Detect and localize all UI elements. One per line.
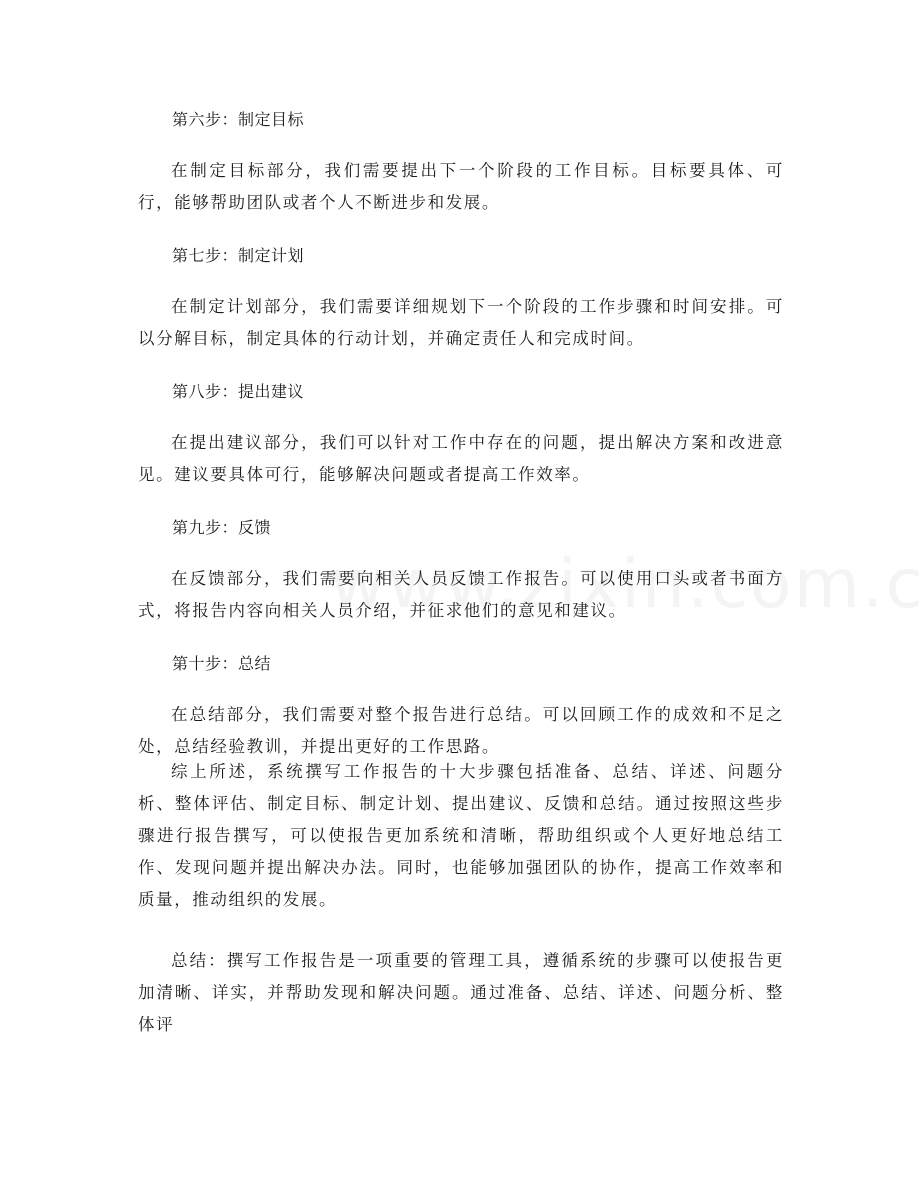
conclusion-paragraph: 总结：撰写工作报告是一项重要的管理工具，遵循系统的步骤可以使报告更加清晰、详实，并帮助发现和解决问题。通过准备、总结、详述、问题分析、整体评 — [138, 951, 784, 1034]
summary-paragraph: 综上所述，系统撰写工作报告的十大步骤包括准备、总结、详述、问题分析、整体评估、制定目标、制定计划、提出建议、反馈和总结。通过按照这些步骤进行报告撰写，可以使报告更加系统和清晰，帮助组织或个人更好地总结工作、发现问题并提出解决办法。同时，也能够加强团队的协作，提高工作效率和质量，推动组织的发展。 — [138, 762, 784, 909]
step-nine-paragraph: 在反馈部分，我们需要向相关人员反馈工作报告。可以使用口头或者书面方式，将报告内容向相关人员介绍，并征求他们的意见和建议。 — [138, 569, 784, 620]
step-ten-heading: 第十步：总结 — [172, 654, 272, 673]
step-nine-heading: 第九步：反馈 — [172, 518, 272, 537]
step-seven-heading: 第七步：制定计划 — [172, 246, 305, 265]
step-six-heading: 第六步：制定目标 — [172, 110, 305, 129]
step-six-paragraph: 在制定目标部分，我们需要提出下一个阶段的工作目标。目标要具体、可行，能够帮助团队或者个人不断进步和发展。 — [138, 161, 784, 212]
step-ten-paragraph: 在总结部分，我们需要对整个报告进行总结。可以回顾工作的成效和不足之处，总结经验教训，并提出更好的工作思路。 — [138, 705, 784, 756]
step-eight-heading: 第八步：提出建议 — [172, 382, 305, 401]
step-eight-paragraph: 在提出建议部分，我们可以针对工作中存在的问题，提出解决方案和改进意见。建议要具体可行，能够解决问题或者提高工作效率。 — [138, 433, 784, 484]
step-seven-paragraph: 在制定计划部分，我们需要详细规划下一个阶段的工作步骤和时间安排。可以分解目标，制定具体的行动计划，并确定责任人和完成时间。 — [138, 297, 784, 348]
